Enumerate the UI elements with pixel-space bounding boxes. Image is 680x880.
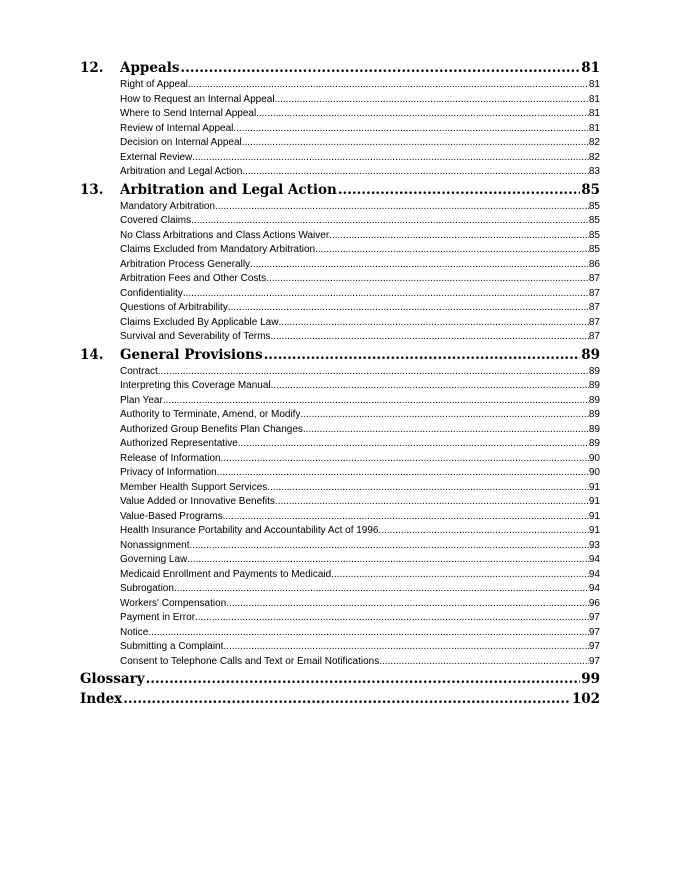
toc-entry[interactable] bbox=[120, 107, 600, 122]
entry-page-number: 89 bbox=[588, 409, 600, 420]
toc-entry[interactable] bbox=[120, 93, 600, 108]
entry-page-number: 97 bbox=[588, 612, 600, 623]
dot-leader bbox=[270, 330, 588, 345]
toc-entry[interactable] bbox=[120, 466, 600, 481]
entry-page-number: 87 bbox=[588, 302, 600, 313]
section-title: General Provisions bbox=[120, 346, 263, 363]
entry-title: Right of Appeal bbox=[120, 79, 188, 90]
entry-title: Release of Information bbox=[120, 452, 221, 464]
entry-title: Covered Claims bbox=[120, 215, 192, 226]
toc-section-appeals bbox=[80, 58, 600, 180]
entry-title: Workers' Compensation bbox=[120, 597, 227, 609]
entry-page-number: 94 bbox=[588, 583, 600, 594]
index-title: Index bbox=[80, 691, 123, 707]
dot-leader bbox=[256, 107, 589, 122]
toc-entry[interactable] bbox=[120, 510, 600, 525]
entry-page-number: 85 bbox=[588, 229, 600, 241]
toc-entry[interactable] bbox=[120, 272, 600, 287]
entry-page-number: 85 bbox=[588, 215, 600, 226]
section-title: Arbitration and Legal Action bbox=[120, 181, 337, 198]
dot-leader bbox=[242, 165, 589, 180]
entry-page-number: 96 bbox=[588, 597, 600, 609]
toc-entry[interactable] bbox=[120, 626, 600, 641]
entry-page-number: 89 bbox=[588, 380, 600, 391]
toc-entry[interactable] bbox=[120, 582, 600, 597]
toc-entry[interactable] bbox=[120, 568, 600, 583]
entry-page-number: 91 bbox=[588, 496, 600, 507]
dot-leader bbox=[315, 243, 589, 258]
toc-entry[interactable] bbox=[120, 122, 600, 137]
entry-title: Member Health Support Services bbox=[120, 481, 268, 493]
entry-page-number: 81 bbox=[588, 122, 600, 134]
section-entries bbox=[120, 365, 600, 670]
entry-page-number: 85 bbox=[588, 244, 600, 255]
toc-entry[interactable] bbox=[120, 243, 600, 258]
entry-title: Consent to Telephone Calls and Text or Email Notifications bbox=[120, 655, 380, 667]
entry-page-number: 93 bbox=[588, 539, 600, 551]
toc-entry[interactable] bbox=[120, 379, 600, 394]
entry-title: Authority to Terminate, Amend, or Modify bbox=[120, 409, 301, 420]
entry-title: Health Insurance Portability and Accountability Act of 1996 bbox=[120, 525, 379, 536]
toc-entry[interactable] bbox=[120, 287, 600, 302]
dot-leader bbox=[275, 495, 589, 510]
toc-entry[interactable] bbox=[120, 200, 600, 215]
entry-title: Subrogation bbox=[120, 583, 174, 594]
entry-page-number: 87 bbox=[588, 273, 600, 284]
entry-title: Review of Internal Appeal bbox=[120, 122, 234, 134]
toc-entry[interactable] bbox=[120, 597, 600, 612]
toc-entry[interactable] bbox=[120, 539, 600, 554]
dot-leader bbox=[187, 553, 589, 568]
entry-page-number: 94 bbox=[588, 554, 600, 565]
glossary-title: Glossary bbox=[80, 671, 145, 687]
dot-leader bbox=[379, 524, 589, 539]
entry-title: Where to Send Internal Appeal bbox=[120, 108, 257, 119]
toc-entry[interactable] bbox=[120, 330, 600, 345]
entry-title: Questions of Arbitrability bbox=[120, 302, 228, 313]
section-title: Appeals bbox=[120, 60, 180, 76]
dot-leader bbox=[338, 180, 580, 200]
toc-entry[interactable] bbox=[120, 394, 600, 409]
entry-page-number: 91 bbox=[588, 510, 600, 522]
entry-title: Nonassignment bbox=[120, 539, 190, 551]
dot-leader bbox=[146, 669, 581, 689]
entry-page-number: 90 bbox=[588, 467, 600, 478]
entry-page-number: 89 bbox=[588, 365, 600, 377]
section-entries bbox=[120, 78, 600, 180]
entry-title: Decision on Internal Appeal bbox=[120, 137, 242, 148]
toc-entry[interactable] bbox=[120, 78, 600, 93]
section-number: 13. bbox=[80, 181, 104, 198]
entry-page-number: 87 bbox=[588, 287, 600, 299]
entry-page-number: 83 bbox=[588, 166, 600, 177]
toc-entry[interactable] bbox=[120, 229, 600, 244]
toc-entry[interactable] bbox=[120, 214, 600, 229]
entry-title: No Class Arbitrations and Class Actions Waiver bbox=[120, 229, 330, 241]
section-heading[interactable] bbox=[80, 58, 600, 78]
dot-leader bbox=[180, 58, 580, 78]
toc-entry[interactable] bbox=[120, 437, 600, 452]
entry-title: Mandatory Arbitration bbox=[120, 200, 216, 212]
dot-leader bbox=[223, 510, 589, 525]
entry-title: Claims Excluded from Mandatory Arbitration bbox=[120, 244, 316, 255]
entry-title: Claims Excluded By Applicable Law bbox=[120, 316, 279, 328]
section-page-number: 81 bbox=[581, 60, 600, 76]
dot-leader bbox=[158, 365, 589, 380]
dot-leader bbox=[275, 93, 589, 108]
entry-page-number: 89 bbox=[588, 438, 600, 449]
table-of-contents bbox=[80, 58, 600, 709]
toc-entry[interactable] bbox=[120, 301, 600, 316]
toc-entry[interactable] bbox=[120, 423, 600, 438]
entry-title: Authorized Representative bbox=[120, 438, 238, 449]
entry-title: Notice bbox=[120, 626, 149, 638]
toc-entry[interactable] bbox=[120, 316, 600, 331]
glossary-page-number: 99 bbox=[581, 671, 600, 687]
dot-leader bbox=[195, 611, 589, 626]
dot-leader bbox=[233, 122, 588, 137]
entry-page-number: 89 bbox=[588, 394, 600, 406]
dot-leader bbox=[123, 689, 571, 709]
dot-leader bbox=[267, 481, 589, 496]
toc-index[interactable] bbox=[80, 689, 600, 709]
toc-entry[interactable] bbox=[120, 524, 600, 539]
entry-title: External Review bbox=[120, 151, 193, 163]
entry-page-number: 87 bbox=[588, 331, 600, 342]
entry-title: Submitting a Complaint bbox=[120, 641, 224, 652]
toc-entry[interactable] bbox=[120, 408, 600, 423]
entry-title: Confidentiality bbox=[120, 287, 183, 299]
entry-title: Interpreting this Coverage Manual bbox=[120, 380, 271, 391]
dot-leader bbox=[300, 408, 588, 423]
entry-page-number: 81 bbox=[588, 93, 600, 105]
section-number: 14. bbox=[80, 346, 104, 363]
toc-entry[interactable] bbox=[120, 640, 600, 655]
dot-leader bbox=[163, 394, 589, 409]
toc-entry[interactable] bbox=[120, 481, 600, 496]
toc-entry[interactable] bbox=[120, 258, 600, 273]
toc-entry[interactable] bbox=[120, 165, 600, 180]
dot-leader bbox=[278, 316, 588, 331]
entry-page-number: 82 bbox=[588, 137, 600, 148]
entry-page-number: 97 bbox=[588, 655, 600, 667]
section-number: 12. bbox=[80, 60, 104, 76]
dot-leader bbox=[264, 345, 581, 365]
entry-title: Contract bbox=[120, 365, 158, 377]
entry-page-number: 94 bbox=[588, 568, 600, 580]
entry-page-number: 91 bbox=[588, 481, 600, 493]
entry-title: Authorized Group Benefits Plan Changes bbox=[120, 423, 303, 435]
entry-title: Governing Law bbox=[120, 554, 188, 565]
entry-title: How to Request an Internal Appeal bbox=[120, 93, 275, 105]
dot-leader bbox=[174, 582, 589, 597]
entry-title: Privacy of Information bbox=[120, 467, 217, 478]
entry-title: Survival and Severability of Terms bbox=[120, 331, 271, 342]
entry-page-number: 81 bbox=[588, 79, 600, 90]
dot-leader bbox=[221, 452, 589, 467]
entry-page-number: 89 bbox=[588, 423, 600, 435]
section-page-number: 85 bbox=[581, 181, 600, 198]
toc-entry[interactable] bbox=[120, 365, 600, 380]
dot-leader bbox=[303, 423, 589, 438]
toc-entry[interactable] bbox=[120, 655, 600, 670]
dot-leader bbox=[217, 466, 589, 481]
index-page-number: 102 bbox=[571, 691, 600, 707]
dot-leader bbox=[188, 78, 589, 93]
toc-entry[interactable] bbox=[120, 553, 600, 568]
entry-page-number: 90 bbox=[588, 452, 600, 464]
toc-entry[interactable] bbox=[120, 495, 600, 510]
dot-leader bbox=[189, 539, 588, 554]
dot-leader bbox=[379, 655, 589, 670]
dot-leader bbox=[223, 640, 588, 655]
entry-page-number: 97 bbox=[588, 641, 600, 652]
toc-entry[interactable] bbox=[120, 136, 600, 151]
entry-title: Arbitration Process Generally bbox=[120, 258, 251, 270]
entry-title: Arbitration and Legal Action bbox=[120, 166, 243, 177]
dot-leader bbox=[331, 568, 589, 583]
section-page-number: 89 bbox=[581, 346, 600, 363]
entry-title: Payment in Error bbox=[120, 612, 196, 623]
dot-leader bbox=[238, 437, 589, 452]
dot-leader bbox=[192, 151, 589, 166]
toc-entry[interactable] bbox=[120, 151, 600, 166]
entry-page-number: 87 bbox=[588, 316, 600, 328]
dot-leader bbox=[271, 379, 589, 394]
toc-glossary[interactable] bbox=[80, 669, 600, 689]
entry-title: Value Added or Innovative Benefits bbox=[120, 496, 275, 507]
toc-section-arbitration bbox=[80, 180, 600, 345]
entry-page-number: 86 bbox=[588, 258, 600, 270]
dot-leader bbox=[250, 258, 589, 273]
entry-title: Value-Based Programs bbox=[120, 510, 223, 522]
section-heading[interactable] bbox=[80, 180, 600, 200]
toc-entry[interactable] bbox=[120, 611, 600, 626]
entry-page-number: 85 bbox=[588, 200, 600, 212]
dot-leader bbox=[183, 287, 589, 302]
dot-leader bbox=[226, 597, 589, 612]
section-entries bbox=[120, 200, 600, 345]
entry-page-number: 81 bbox=[588, 108, 600, 119]
dot-leader bbox=[329, 229, 589, 244]
entry-title: Plan Year bbox=[120, 394, 163, 406]
toc-entry[interactable] bbox=[120, 452, 600, 467]
entry-page-number: 97 bbox=[588, 626, 600, 638]
dot-leader bbox=[242, 136, 589, 151]
dot-leader bbox=[215, 200, 589, 215]
entry-page-number: 91 bbox=[588, 525, 600, 536]
dot-leader bbox=[228, 301, 589, 316]
toc-section-general-provisions bbox=[80, 345, 600, 670]
dot-leader bbox=[191, 214, 589, 229]
section-heading[interactable] bbox=[80, 345, 600, 365]
dot-leader bbox=[148, 626, 589, 641]
entry-page-number: 82 bbox=[588, 151, 600, 163]
entry-title: Medicaid Enrollment and Payments to Medicaid bbox=[120, 568, 332, 580]
entry-title: Arbitration Fees and Other Costs bbox=[120, 273, 267, 284]
dot-leader bbox=[266, 272, 589, 287]
